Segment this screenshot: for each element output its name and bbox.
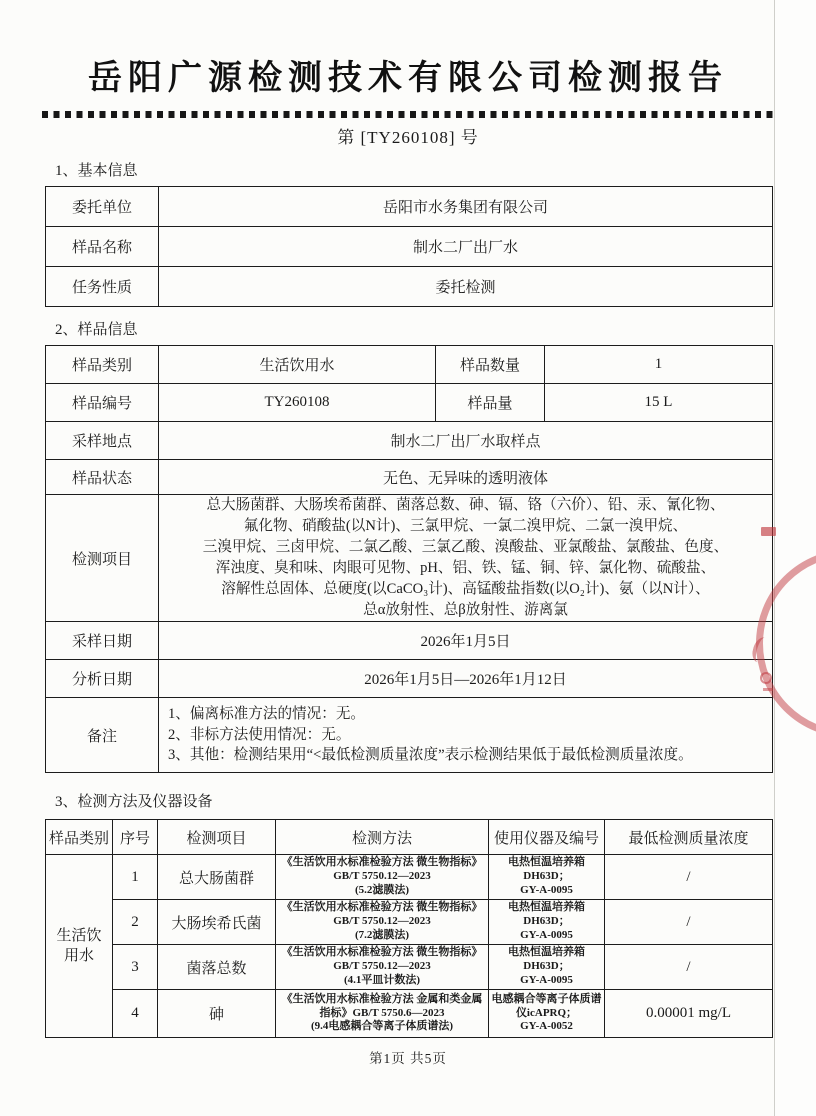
instrument-cell [489, 900, 605, 945]
lod-value: / [605, 855, 773, 900]
row-value: 2026年1月5日—2026年1月12日 [159, 660, 773, 698]
test-items-line: 总大肠菌群、大肠埃希菌群、菌落总数、砷、镉、铬（六价）、铅、汞、氰化物、 [206, 497, 725, 513]
table-row [46, 227, 773, 267]
method-cell [276, 990, 489, 1038]
table-row [46, 346, 773, 384]
method-line: 《生活饮用水标准检验方法 微生物指标》 [281, 946, 483, 959]
report-title: 岳阳广源检测技术有限公司检测报告 [88, 59, 728, 97]
table-row [46, 384, 773, 422]
section-3-heading: 3、检测方法及仪器设备 [55, 794, 213, 810]
method-line: GB/T 5750.12—2023 [333, 870, 431, 883]
method-cell [276, 900, 489, 945]
row-value: 制水二厂出厂水 [159, 227, 773, 267]
method-cell [276, 945, 489, 990]
instrument-line: DH63D； [523, 960, 570, 973]
row-number: 2 [113, 900, 158, 945]
methods-table [45, 819, 773, 1038]
method-line: (4.1平皿计数法) [343, 973, 421, 986]
row-label: 样品名称 [46, 227, 159, 267]
test-item: 菌落总数 [158, 945, 276, 990]
row-number: 1 [113, 855, 158, 900]
method-line: (9.4电感耦合等离子体质谱法) [310, 1020, 454, 1033]
table-row [46, 900, 773, 945]
test-items-line: 氟化物、硝酸盐(以N计)、三氯甲烷、一氯二溴甲烷、二氯一溴甲烷、 [243, 518, 688, 534]
report-number: 第 [TY260108] 号 [337, 128, 479, 147]
table-header-row [46, 820, 773, 855]
column-header: 序号 [113, 820, 158, 855]
column-header: 最低检测质量浓度 [605, 820, 773, 855]
table-row [46, 267, 773, 307]
instrument-line: 电热恒温培养箱 [508, 856, 585, 869]
red-stamp-fragment [763, 688, 773, 691]
method-line: (7.2滤膜法) [354, 928, 410, 941]
row-label: 样品状态 [46, 460, 159, 495]
row-value: 2026年1月5日 [159, 622, 773, 660]
instrument-line: GY-A-0095 [520, 883, 573, 896]
row-number: 4 [113, 990, 158, 1038]
sample-info-table [45, 345, 773, 773]
section-1-heading: 1、基本信息 [55, 163, 138, 179]
dotted-divider [42, 111, 776, 118]
row-value: 委托检测 [159, 267, 773, 307]
remarks-cell [159, 698, 773, 773]
red-stamp-fragment [761, 527, 776, 536]
row-value: 岳阳市水务集团有限公司 [159, 187, 773, 227]
table-row [46, 422, 773, 460]
instrument-line: 电热恒温培养箱 [508, 946, 585, 959]
table-row [46, 495, 773, 622]
row-label: 分析日期 [46, 660, 159, 698]
basic-info-table [45, 186, 773, 307]
row-value: 生活饮用水 [159, 346, 436, 384]
row-value: 1 [545, 346, 773, 384]
instrument-cell [489, 855, 605, 900]
test-items-line: 浑浊度、臭和味、肉眼可见物、pH、铝、铁、锰、铜、锌、氯化物、硫酸盐、 [215, 560, 716, 576]
page-number: 第1页 共5页 [369, 1051, 447, 1066]
method-line: 《生活饮用水标准检验方法 金属和类金属 [281, 992, 483, 1005]
instrument-line: DH63D； [523, 915, 570, 928]
row-label: 样品编号 [46, 384, 159, 422]
table-row [46, 855, 773, 900]
column-header: 样品类别 [46, 820, 113, 855]
method-line: (5.2滤膜法) [354, 883, 410, 896]
row-label: 检测项目 [46, 495, 159, 622]
table-row [46, 460, 773, 495]
remark-line: 1、偏离标准方法的情况：无。 [168, 706, 366, 723]
sample-category-cell: 生活饮用水 [46, 855, 113, 1038]
method-line: GB/T 5750.12—2023 [333, 960, 431, 973]
row-value: 制水二厂出厂水取样点 [159, 422, 773, 460]
method-line: 《生活饮用水标准检验方法 微生物指标》 [281, 901, 483, 914]
scan-edge-line [774, 0, 775, 1116]
test-item: 砷 [158, 990, 276, 1038]
remark-line: 3、其他：检测结果用“<最低检测质量浓度”表示检测结果低于最低检测质量浓度。 [168, 747, 693, 764]
test-items-line: 总α放射性、总β放射性、游离氯 [363, 602, 568, 618]
method-line: 《生活饮用水标准检验方法 微生物指标》 [281, 856, 483, 869]
column-header: 使用仪器及编号 [489, 820, 605, 855]
instrument-line: GY-A-0095 [520, 973, 573, 986]
test-items-cell [159, 495, 773, 622]
row-label: 样品类别 [46, 346, 159, 384]
row-value: TY260108 [159, 384, 436, 422]
instrument-line: 仪icAPRQ； [515, 1006, 578, 1019]
row-label: 委托单位 [46, 187, 159, 227]
table-row [46, 698, 773, 773]
row-label: 样品量 [436, 384, 545, 422]
table-row [46, 660, 773, 698]
row-label: 样品数量 [436, 346, 545, 384]
section-2-heading: 2、样品信息 [55, 322, 138, 338]
table-row [46, 622, 773, 660]
column-header: 检测方法 [276, 820, 489, 855]
instrument-line: DH63D； [523, 870, 570, 883]
row-label: 备注 [46, 698, 159, 773]
row-label: 采样日期 [46, 622, 159, 660]
remark-line: 2、非标方法使用情况：无。 [168, 726, 351, 743]
row-value: 无色、无异味的透明液体 [159, 460, 773, 495]
table-row [46, 187, 773, 227]
instrument-cell [489, 945, 605, 990]
red-stamp-fragment [760, 672, 772, 684]
column-header: 检测项目 [158, 820, 276, 855]
instrument-line: 电感耦合等离子体质谱 [491, 992, 602, 1005]
row-label: 任务性质 [46, 267, 159, 307]
test-items-line: 溶解性总固体、总硬度(以CaCO₃计)、高锰酸盐指数(以O₂计)、氨（以N计）、 [221, 581, 710, 597]
instrument-line: 电热恒温培养箱 [508, 901, 585, 914]
row-number: 3 [113, 945, 158, 990]
instrument-cell [489, 990, 605, 1038]
instrument-line: GY-A-0095 [520, 928, 573, 941]
method-line: 指标》GB/T 5750.6—2023 [319, 1006, 445, 1019]
method-cell [276, 855, 489, 900]
lod-value: / [605, 900, 773, 945]
table-row [46, 990, 773, 1038]
test-items-line: 三溴甲烷、三卤甲烷、二氯乙酸、三氯乙酸、溴酸盐、亚氯酸盐、氯酸盐、色度、 [202, 539, 729, 555]
table-row [46, 945, 773, 990]
test-item: 大肠埃希氏菌 [158, 900, 276, 945]
lod-value: / [605, 945, 773, 990]
instrument-line: GY-A-0052 [520, 1020, 573, 1033]
test-item: 总大肠菌群 [158, 855, 276, 900]
row-label: 采样地点 [46, 422, 159, 460]
method-line: GB/T 5750.12—2023 [333, 915, 431, 928]
row-value: 15 L [545, 384, 773, 422]
lod-value: 0.00001 mg/L [605, 990, 773, 1038]
